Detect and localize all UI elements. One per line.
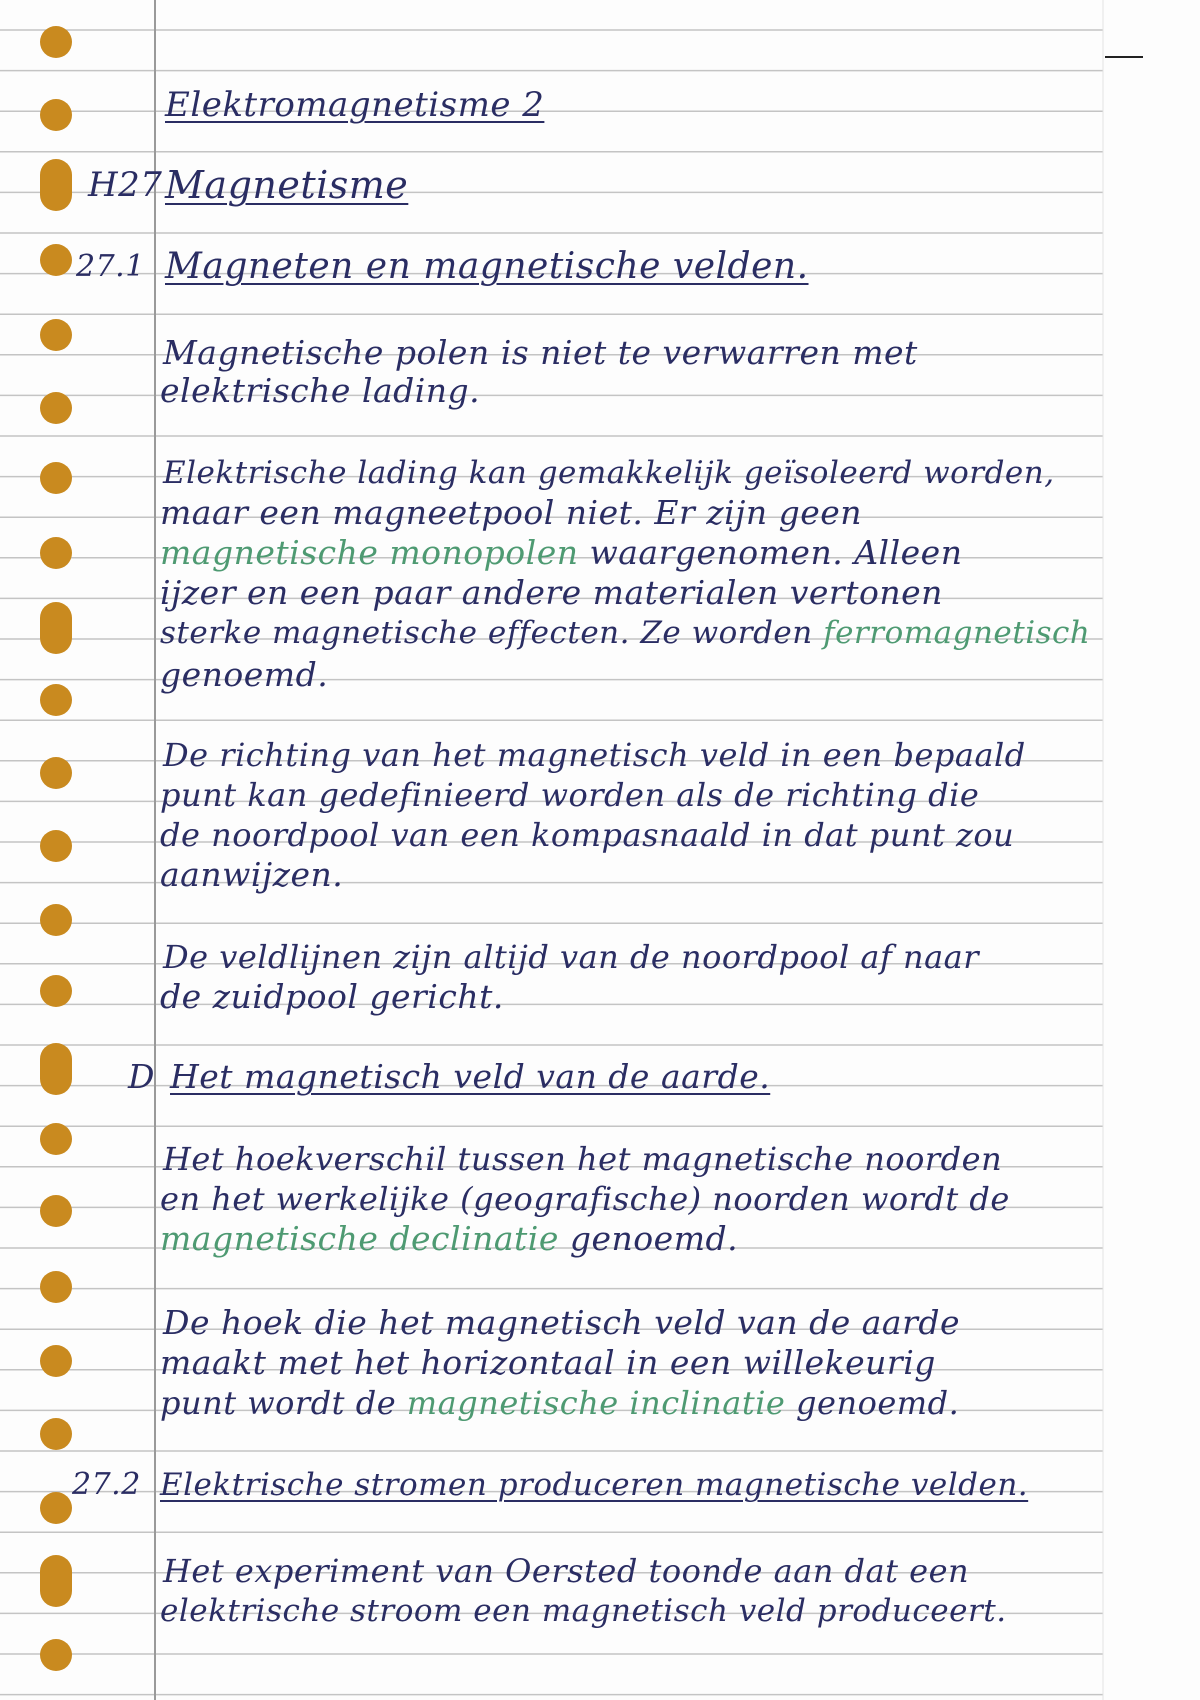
subsection-title: Het magnetisch veld van de aarde. [170,1057,771,1096]
text-line: aanwijzen. [160,855,344,894]
binder-hole [40,1195,72,1227]
text-line: de zuidpool gericht. [160,977,504,1016]
binder-hole [40,757,72,789]
section-title-27-2: Elektrische stromen produceren magnetische velden. [160,1467,1029,1503]
page-title: Elektromagnetisme 2 [165,85,545,125]
text-line: Elektrische lading kan gemakkelijk geïsoleerd worden, [163,455,1055,491]
binder-hole [40,602,72,654]
binder-hole [40,1123,72,1155]
text-line: maakt met het horizontaal in een willekeurig [160,1343,936,1382]
binder-hole [40,904,72,936]
binder-hole [40,462,72,494]
binder-hole [40,830,72,862]
highlight-term: magnetische declinatie [160,1219,559,1258]
binder-hole [40,99,72,131]
binder-hole [40,244,72,276]
text-line: maar een magneetpool niet. Er zijn geen [160,493,863,532]
binder-hole [40,1043,72,1095]
text-line: de noordpool van een kompasnaald in dat punt zou [160,816,1015,854]
highlight-term: magnetische inclinatie [406,1384,786,1422]
text-line: Magnetische polen is niet te verwarren met [163,333,918,372]
text-line: elektrische stroom een magnetisch veld produceert. [160,1593,1007,1629]
text-line: punt wordt de magnetische inclinatie genoemd. [160,1384,960,1422]
text-line: ijzer en een paar andere materialen vertonen [160,573,943,612]
subsection-marker: D [128,1057,155,1096]
text-line: De hoek die het magnetisch veld van de aarde [163,1303,961,1342]
text-line: De veldlijnen zijn altijd van de noordpool af naar [163,938,980,976]
binder-hole [40,159,72,211]
text-line: Het hoekverschil tussen het magnetische noorden [163,1140,1003,1178]
page-corner-dash [1105,56,1143,58]
section-title-27-1: Magneten en magnetische velden. [165,246,809,287]
text-line: genoemd. [160,655,329,694]
highlight-term: magnetische monopolen [160,533,579,572]
binder-hole [40,1271,72,1303]
text-line: punt kan gedefinieerd worden als de richting die [160,776,980,814]
text-line: Het experiment van Oersted toonde aan dat een [163,1552,970,1590]
text-line: sterke magnetische effecten. Ze worden ferromagnetisch [160,615,1091,651]
text-line: en het werkelijke (geografische) noorden wordt de [160,1180,1010,1218]
text-line: elektrische lading. [160,371,481,410]
binder-hole [40,1492,72,1524]
text-line: magnetische declinatie genoemd. [160,1219,739,1258]
binder-hole [40,537,72,569]
section-number-27-2: 27.2 [72,1467,141,1502]
binder-hole [40,1639,72,1671]
binder-hole [40,975,72,1007]
binder-hole [40,392,72,424]
binder-hole [40,26,72,58]
text-line: De richting van het magnetisch veld in een bepaald [163,736,1026,774]
binder-hole [40,1345,72,1377]
binder-hole [40,684,72,716]
binder-hole [40,319,72,351]
section-number-27-1: 27.1 [76,249,145,284]
text-line: magnetische monopolen waargenomen. Alleen [160,533,963,572]
highlight-term: ferromagnetisch [823,615,1091,651]
binder-hole [40,1555,72,1607]
chapter-title: Magnetisme [165,163,409,207]
binder-holes [40,26,72,1671]
chapter-number: H27 [88,165,163,205]
binder-hole [40,1418,72,1450]
